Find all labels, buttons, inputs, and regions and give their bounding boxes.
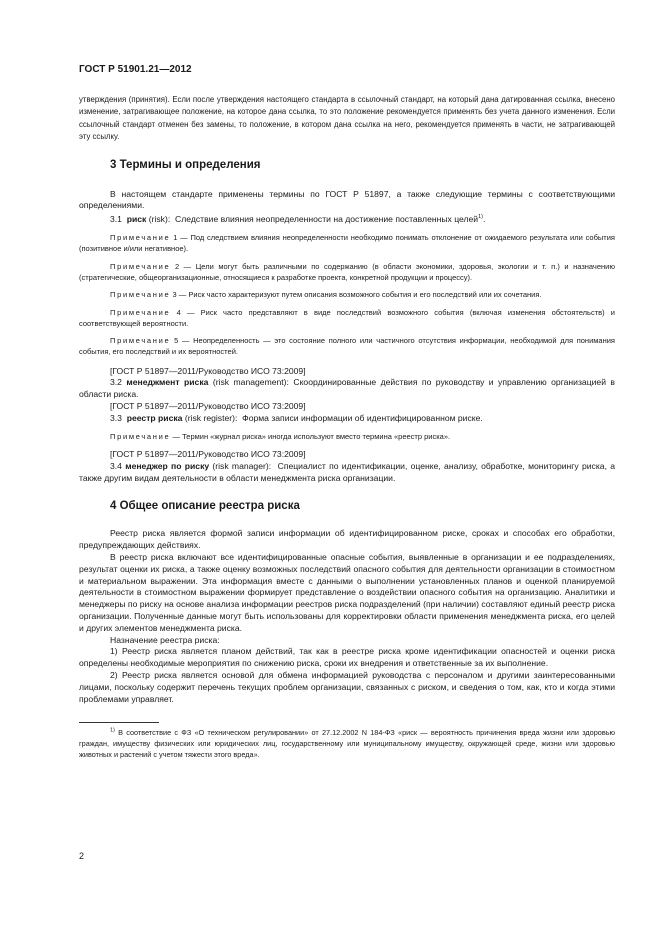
section-3-heading: 3 Термины и определения <box>110 158 261 171</box>
note-number: 1 — <box>173 233 188 243</box>
note-label: Примечание <box>110 290 171 300</box>
note-3 <box>79 289 615 300</box>
term-3-1: 3.1 риск (risk): Следствие влияния неопределенности на достижение поставленных целей$^{1)}$. <box>110 214 486 225</box>
document-header: ГОСТ Р 51901.21—2012 <box>79 64 192 75</box>
note-dash: — <box>172 431 181 441</box>
term-3-3 <box>79 413 615 425</box>
note-2 <box>79 261 615 284</box>
intro-paragraph: утверждения (принятия). Если после утверждения настоящего стандарта в ссылочный стандарт, на который дана датированная ссылка, внесено изменение, затрагивающее положение, на которое дана ссылка, то это положение рекомендуется применять без учета данного изменения. Если ссылочный стандарт отменен без замены, то положение, в котором дана ссылка на него, рекомендуется применять в части, не затрагивающей эту ссылку. <box>79 95 615 142</box>
term-definition: Следствие влияния неопределенности на достижение поставленных целей <box>175 214 479 225</box>
term-number: 3.3 <box>110 412 122 423</box>
term-number: 3.4 <box>110 460 122 471</box>
page-number: 2 <box>79 851 85 861</box>
note-6 <box>79 431 615 442</box>
note-number: 4 — <box>176 307 195 317</box>
term-definition: Форма записи информации об идентифицированном риске. <box>242 412 483 423</box>
source-reference: [ГОСТ Р 51897—2011/Руководство ИСО 73:2009] <box>110 365 306 376</box>
footnote-divider <box>79 722 159 723</box>
section-4-paragraph: Назначение реестра риска: <box>110 634 220 645</box>
term-english: (risk): <box>148 214 171 225</box>
note-4 <box>79 307 615 330</box>
page-content <box>79 94 615 760</box>
note-number: 5 — <box>174 336 190 346</box>
term-definition: Специалист по идентификации, оценке, анализу, обработке, мониторингу риска, а также другим видам деятельности в области менеджмента риска организации. <box>79 460 615 483</box>
note-number: 3 — <box>172 290 187 300</box>
term-definition: Скоординированные действия по руководству и управлению организацией в области риска. <box>79 377 615 400</box>
term-name: риск <box>126 214 147 225</box>
term-english: (risk manager): <box>212 460 272 471</box>
term-3-2 <box>79 377 615 401</box>
section-4-paragraph: В реестр риска включают все идентифицированные опасные события, выявленные в организации и ее подразделениях, результат оценки их риска, а также оценку возможных последствий опасного события для деятельности организации в стоимостном и материальном выражении. Эта информация вместе с данными о выполнении установленных планов и оценкой планируемой деятельности в стоимостном выражении формирует представление о воздействии опасного события на организацию. Аналитики и менеджеры по риску на основе анализа информации реестров риска подразделений (при наличии) составляют единый реестр риска организации. Полученные данные могут быть использованы для корректировки области применения менеджмента риска, его целей и других элементов менеджмента риска. <box>79 551 615 633</box>
section-3 <box>79 189 615 485</box>
note-text: Неопределенность — это состояние полного или частичного отсутствия информации, необходимой для понимания события, его последствий и их вероятностей. <box>79 336 615 357</box>
term-3-4 <box>79 461 615 485</box>
term-name: реестр риска <box>126 412 183 423</box>
note-5 <box>79 335 615 358</box>
footnote-ref: 1) <box>478 214 484 221</box>
note-text: Риск часто представляют в виде последствий возможного события (включая изменения обстоятельств) и соответствующей вероятности. <box>79 307 615 328</box>
footnote-text: В соответствие с ФЗ «О техническом регулировании» от 27.12.2002 N 184-ФЗ «риск — вероятность причинения вреда жизни или здоровью граждан, имуществу физических или юридических лиц, государственному или муниципальному имуществу, окружающей среде, жизни или здоровью животных и растений с учетом тяжести этого вреда». <box>79 728 616 760</box>
note-label: Примечание <box>110 233 171 243</box>
term-name: менеджер по риску <box>125 460 210 471</box>
note-number: 2 — <box>174 261 192 271</box>
footnote-mark: 1) <box>110 727 115 734</box>
term-number: 3.2 <box>110 377 122 388</box>
note-label: Примечание <box>110 307 171 317</box>
note-label: Примечание <box>110 261 171 271</box>
section-3-lead: В настоящем стандарте применены термины по ГОСТ Р 51897, а также следующие термины с соответствующими определениями. <box>79 188 615 211</box>
term-number: 3.1 <box>110 214 122 225</box>
note-label: Примечание <box>110 431 171 441</box>
note-label: Примечание <box>110 336 171 346</box>
term-name: менеджмент риска <box>126 377 209 388</box>
footnote <box>79 727 615 760</box>
note-text: Термин «журнал риска» иногда используют вместо термина «реестр риска». <box>182 431 451 441</box>
note-text: Риск часто характеризуют путем описания возможного события и его последствий или их сочетания. <box>188 290 542 300</box>
term-english: (risk management): <box>212 377 289 388</box>
note-text: Цели могут быть различными по содержанию (в области экономики, здоровья, экологии и т. п.) и назначению (стратегические, общеорганизационные, относящиеся к разработке проекта, конкретной продукции и процессу). <box>79 261 615 282</box>
term-english: (risk register): <box>184 412 238 423</box>
section-4-heading: 4 Общее описание реестра риска <box>110 500 300 513</box>
section-4 <box>79 528 615 705</box>
source-reference: [ГОСТ Р 51897—2011/Руководство ИСО 73:2009] <box>110 448 306 459</box>
note-1 <box>79 232 615 255</box>
note-text: Под следствием влияния неопределенности необходимо понимать отклонение от ожидаемого результата или события (позитивное и/или негативное). <box>79 233 615 254</box>
intro-section <box>79 94 615 144</box>
section-4-list-item: 2) Реестр риска является основой для обмена информацией руководства с персоналом и другими заинтересованными лицами, поскольку содержит перечень текущих проблем организации, связанных с риском, и сведения о том, как, кто и когда этими проблемами управляет. <box>79 669 615 704</box>
source-reference: [ГОСТ Р 51897—2011/Руководство ИСО 73:2009] <box>110 401 306 412</box>
section-4-list-item: 1) Реестр риска является планом действий, так как в реестре риска кроме идентификации опасностей и оценки риска определены необходимые мероприятия по снижению риска, сроки их внедрения и ответственные за их выполнение. <box>79 646 615 669</box>
section-4-paragraph: Реестр риска является формой записи информации об идентифицированном риске, сроках и способах его обработки, предупреждающих действиях. <box>79 528 615 551</box>
